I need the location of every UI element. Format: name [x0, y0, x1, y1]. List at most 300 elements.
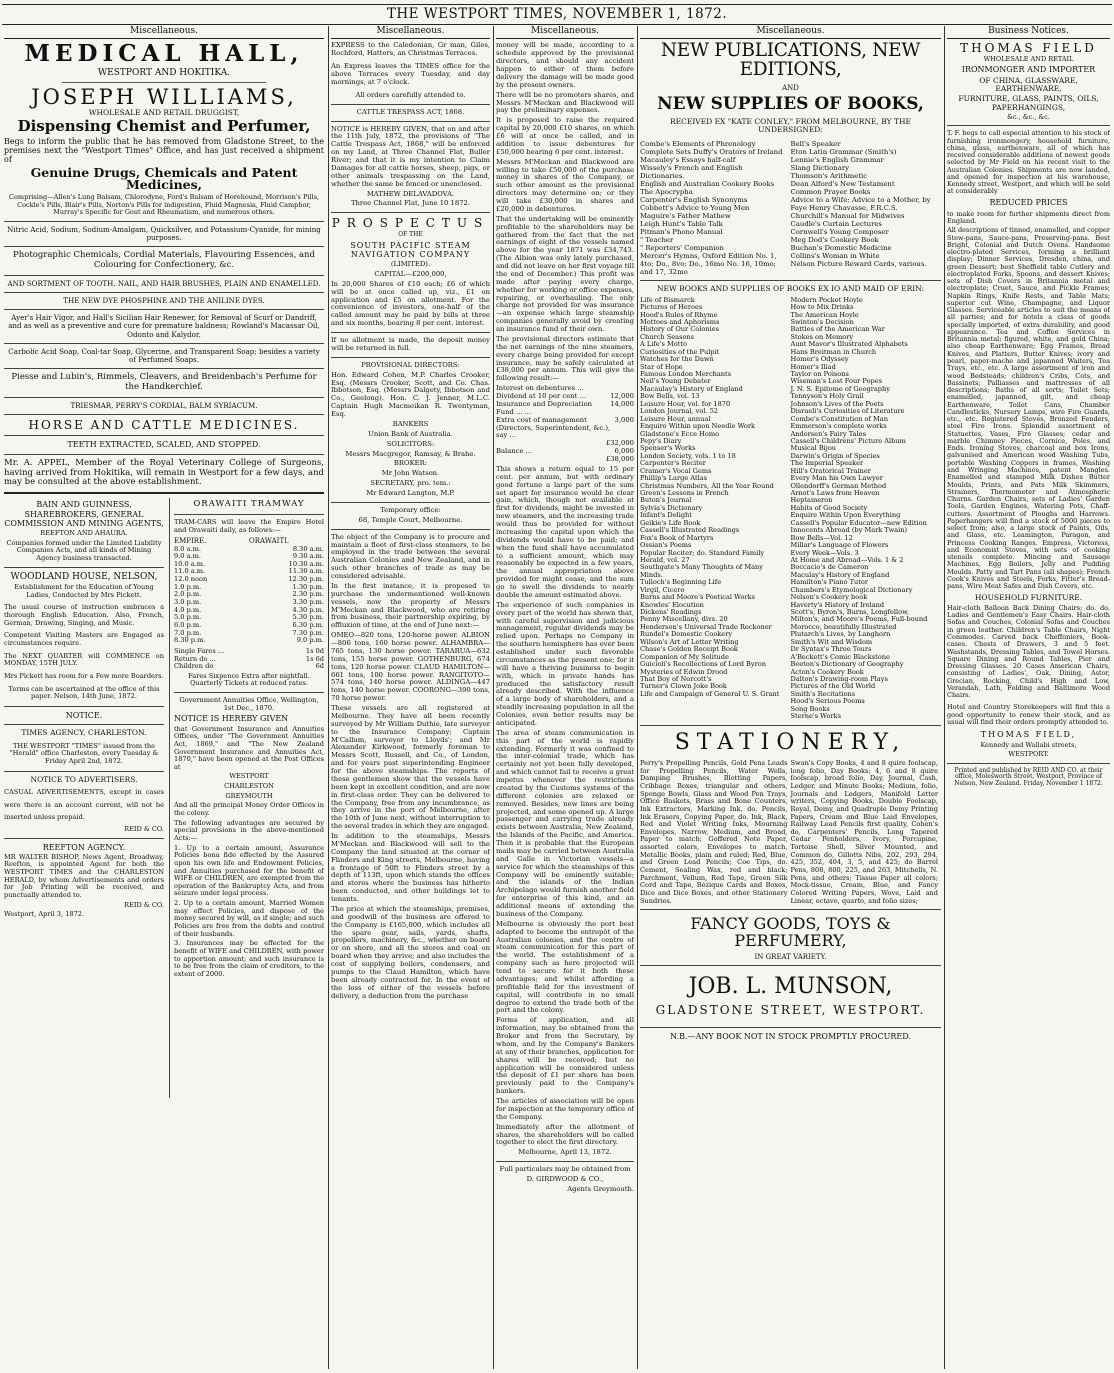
book-title: Musical Bijou	[790, 444, 837, 453]
wholesale-text: WHOLESALE AND RETAIL	[983, 55, 1074, 64]
timetable-row-cell: 12.30 p.m.	[288, 575, 324, 584]
imprint: Printed and published by REID AND CO. at their office, Molesworth Street, Westport, Province of Nelson, New Zealand. Friday, November 1 1872.	[954, 766, 1103, 788]
book-title: The Apocrypha	[640, 187, 693, 196]
book-title: Famous London Merchants	[640, 370, 732, 379]
divider	[640, 909, 941, 910]
timetable-row-cell: 9.0 a.m.	[174, 552, 201, 561]
timetable-row-cell: 10.30 a.m.	[288, 559, 324, 568]
book-title: Dean Alford's New Testament	[790, 179, 895, 188]
forms-text: Forms of application, and all information, may be obtained from the Broker and from the Secretary, by whom, and by the Company's Bankers at any of their branches, application for shares will be received; but no application will be considered unless the deposit of £1 per share has been previously paid to the Company's bankers.	[496, 1016, 634, 1096]
notice-heading: NOTICE.	[65, 710, 103, 720]
book-title: Common Prayer Books	[790, 187, 871, 196]
book-title: Nelson's Cookery book	[790, 593, 868, 602]
gov-place: WESTPORT	[229, 772, 269, 781]
directors: Hon. Edward Cohen, M.P. Charles Crooker, Esq. (Messrs Crooker, Scott, and Co. Chas. Ibbotson, Esq. (Messrs Dalgety, Ibbotson and Co., Geelong). Hon. C. J. Jenner, M.L.C. Captain Hugh Macmeikan R. Twentyman, Esq.	[331, 370, 490, 419]
gov-text-2: And all the principal Money Order Offices in the colony.	[174, 801, 324, 818]
broker: Mr John Watson.	[381, 469, 440, 478]
bain-heading: BAIN AND GUINNESS, SHAREBROKERS, GENERAL COMMISSION AND MINING AGENTS,	[4, 500, 164, 528]
secretary: Mr Edward Langton, M.P.	[366, 489, 455, 498]
solicitors-heading: SOLICITORS:	[386, 439, 435, 448]
remunerative-text: That the undertaking will be eminently profitable to the shareholders may be gathered from the fact that the net earnings of eight of the vessels named above for the year 1871 was £34,743. (The Albion was only lately purchased, and did not leave on her first voyage till the end of December.) This profit was made after paying every charge, whether for working or office expenses, repairing, or overhauling. The only charge not provided for was insurance—an expense which large steamship companies generally avoid by creating an insurance fund of their own.	[496, 214, 634, 334]
book-title: Habits of Good Society	[790, 503, 868, 512]
book-title: Carpenter's English Synonyms	[640, 195, 748, 204]
book-title: Andersen's Fairy Tales	[790, 429, 866, 438]
financial-row-cell: 14,000	[610, 399, 634, 408]
munson-name: JOB. L. MUNSON,	[688, 973, 893, 999]
express-text-3: All orders carefully attended to.	[355, 90, 466, 99]
promoters-text: There will be no promoters shares, and Messrs M'Meckan and Blackwood will pay the preliminary expenses.	[496, 90, 634, 115]
book-title: Companion of My Solitude	[640, 652, 729, 661]
book-title: Ollendorff's German Method	[790, 481, 887, 490]
top-rule	[2, 4, 1112, 5]
book-title: Scott's, Byron's, Burns, Longfellow, Milton's, and Moore's Poems, Full-bound Morocco, beautifully Illustrated	[790, 608, 928, 631]
agent-name: D. GIRDWOOD & CO.,	[526, 1175, 604, 1184]
book-title: Southgate's Many Thoughts of Many Minds.	[640, 563, 763, 579]
book-title: Cassell's Illustrated Readings	[640, 526, 740, 535]
book-title: Spenser's Works	[640, 444, 696, 453]
willing-text: Messrs M'Meckan and Blackwood are willing to take £50,000 of the purchase money in shares of the Company, or such other amount as the provisional directors may determine on; or they will take £30,000 in shares and £20,000 in debentures.	[496, 157, 634, 213]
secretary-heading: SECRETARY, pro. tem.:	[370, 479, 451, 488]
gov-item-2: 2. Up to a certain amount, Married Women may effect Policies, and dispose of the money secured by will, as if single; and such Policies are free from the debts and control of their husbands.	[174, 899, 324, 938]
column-2	[331, 26, 490, 1369]
divider	[4, 492, 324, 494]
divider	[331, 357, 490, 358]
particulars-text: Full particulars may be obtained from	[499, 1165, 631, 1174]
book-title: Enquire Within upon Needle Work	[640, 422, 756, 431]
divider	[640, 280, 941, 281]
articles-text: The articles of association will be open for inspection at the temporary office of the Company.	[496, 1097, 634, 1121]
timetable-row-cell: 9.0 p.m.	[296, 636, 324, 645]
express-text-2: An Express leaves the TIMES office for the above Terraces every Tuesday, and day mornings, at 7 o'clock.	[331, 62, 490, 86]
book-title: Cassell's Popular Educator—new Edition	[790, 518, 927, 527]
divider	[331, 529, 490, 530]
subcolumn-divider	[169, 498, 170, 1098]
timetable-row-cell: 7.0 p.m.	[174, 628, 202, 637]
book-list-1-right	[791, 140, 942, 276]
book-title: Stokes on Memory	[790, 332, 854, 341]
divider	[62, 82, 267, 83]
column-divider	[944, 26, 945, 1369]
book-title: Meg Dod's Cookery Book	[790, 235, 879, 244]
furniture-list: Hair-cloth Balloon Back Dining Chairs; do. do. Ladies and Gentlemen's Easy Chairs. Hair-cloth Sofas and Couches, Colonial Sofas and Couches in green leather. Children's Table Chairs, Night Commodes. Carved back Cheffoniers, Book-cases. Chests of Drawers, 3 and 5 feet. Washstands, Dressing Tables, and Towel Horses. Square Dining and Round Tables, Pier and Dressing Glasses. 20 Cases American Chairs, consisting of Ladies', Oak, Dining, Astor, Grecian, Rocking, Child's High and Low, Verandah, Lath, Folding and Baltimore Wood Chairs.	[947, 603, 1110, 700]
book-title: Combe's Constitution of Man	[790, 414, 888, 423]
tooth-text: AND SORTMENT OF TOOTH, NAIL, AND HAIR BRUSHES, PLAIN AND ENAMELLED.	[7, 278, 321, 288]
book-title: Bell's Speaker	[790, 139, 841, 148]
financial-row-cell: £38,000	[605, 455, 634, 464]
received-text: RECEIVED EX "KATE CONLEY," FROM MELBOURNE, BY THE UNDERSIGNED:	[669, 116, 911, 135]
advertisers-heading: NOTICE TO ADVERTISERS.	[30, 774, 138, 784]
column-header: Miscellaneous.	[496, 26, 634, 39]
divider	[4, 309, 324, 310]
genuine-drugs-heading: Genuine Drugs, Chemicals and Patent Medicines,	[30, 164, 298, 193]
book-title: Wilson's Art of Letter Writing	[640, 637, 739, 646]
divider	[174, 514, 324, 515]
book-title: Aunt Mavor's Illustrated Alphabets	[790, 340, 908, 349]
book-list-2-left	[640, 297, 791, 721]
cattle-text: NOTICE is HEREBY GIVEN, that on and after the 11th July, 1872, the provisions of "The Cattle Trespass Act, 1868," will be enforced on my Land, at Three Channel Flat, Buller River; and that it is my intention to Claim Damages for all cattle horses, sheep, pigs, or other animals trespassing on the Land, whether the same be fenced or unenclosed.	[331, 124, 490, 188]
column-header: Miscellaneous.	[640, 26, 941, 39]
divider	[4, 292, 324, 293]
reefton-date: Westport, April 3, 1872.	[4, 910, 85, 919]
china-text: OF CHINA, GLASSWARE, EARTHENWARE,	[979, 75, 1078, 93]
book-list-2	[640, 297, 941, 721]
fancy-goods-heading: FANCY GOODS, TOYS & PERFUMERY,	[690, 914, 891, 950]
ironmonger-text: IRONMONGER AND IMPORTER	[961, 64, 1096, 74]
gov-notice: NOTICE IS HEREBY GIVEN	[174, 714, 289, 724]
book-title: Infant's Delight	[640, 511, 692, 520]
fare-row-cell: 1s 0d	[305, 646, 324, 655]
timetable-row-cell: 10.0 a.m.	[174, 559, 206, 568]
book-title: Virgil, Cicero	[640, 585, 685, 594]
book-title: Homer's Iliad	[790, 362, 836, 371]
debentures-text: It is proposed to raise the required capital by 20,000 £10 shares, on which £6 will at once be called, and in addition to issue debentures for £50,000 bearing 6 per cent. interest.	[496, 116, 634, 156]
gov-places	[174, 773, 324, 800]
book-title: Knowles' Elocution	[640, 600, 704, 609]
column-header: Miscellaneous.	[331, 26, 490, 39]
column-1	[4, 26, 324, 1369]
gov-item-3: 3. Insurances may be effected for the benefit of WIFE and CHILDREN, with power to apportion amount; and such insurance is to be free from the claim of creditors, to the extent of 2000.	[174, 939, 324, 978]
book-title: Rundel's Domestic Cookery	[640, 630, 733, 639]
book-title: Cassell's Childrens' Picture Album	[790, 436, 906, 445]
column-divider	[637, 26, 638, 1369]
book-title: Dr Syntax's Three Tours	[790, 645, 872, 654]
financial-row	[496, 456, 634, 464]
timetable-row-cell: 11.0 a.m.	[174, 567, 206, 576]
book-title: Cornwell's Young Composer	[790, 227, 889, 236]
photo-text: Photographic Chemicals, Cordial Materials, Flavouring Essences, and Colouring for Confectionery, &c.	[13, 250, 315, 270]
book-title: Hood's Serious Poems	[790, 697, 865, 706]
book-title: Collins's Woman in White	[790, 251, 880, 260]
divider	[640, 1027, 941, 1028]
shares-text: In 20,000 Shares of £10 each; £6 of which will be at once called up, viz., £1 on application and £5 on allotment. For the convenience of investors, one-half of the called amount may be paid by bills at three and six months, bearing 8 per cent. interest.	[331, 279, 490, 328]
book-title: Advice to a Wife; Advice to a Mother, by Faye Henry Chavasse, F.R.C.S.	[790, 195, 931, 212]
book-title: Beeton's Dictionary of Geography	[790, 660, 904, 669]
cattle-signature: MATHEW DELAVADOVA.	[366, 189, 455, 198]
book-title: Nelson Picture Reward Cards, various.	[790, 259, 927, 268]
book-title: J. N. S. Epitome of Geography	[790, 384, 890, 393]
book-title: Hans Breitman in Church	[790, 347, 877, 356]
price-text: The price at which the steamships, premises, and goodwill of the business are offered to the Company is £165,000, which includes all the spare gear, sails, yards, shafts, propellers, machinery, &c., whether on board or on shore, and all the stores and coal on board when they arrive; and also includes the cost of supplying boilers, condensers, and pumps to the Claud Hamilton, which have been already contracted for. In the event of the loss of either of the vessels before delivery, a deduction from the purchase	[331, 904, 490, 1000]
book-title: Chase's Golden Receipt Book	[640, 645, 738, 654]
book-title: English and Australian Cookery Books	[640, 179, 775, 188]
timetable-row-cell: 2.0 p.m.	[174, 590, 202, 599]
book-title: Boccacio's de Cameron	[790, 563, 869, 572]
timetable	[174, 546, 324, 645]
book-title: Taylor on Poisons	[790, 370, 849, 379]
etc-text: &c., &c., &c.	[1007, 113, 1050, 122]
timetable-row-cell: 6.0 p.m.	[174, 620, 202, 629]
book-title: Cramer's Vocal Gems	[640, 466, 712, 475]
divider	[4, 343, 324, 344]
book-title: Neil's Young Debater	[640, 377, 711, 386]
book-title: Guicioli's Recollections of Lord Byron	[640, 660, 766, 669]
book-title: Phillip's Large Atlas	[640, 474, 708, 483]
bankers: Union Bank of Australia.	[368, 429, 453, 438]
divider	[331, 332, 490, 333]
new-publications-heading: NEW PUBLICATIONS, NEW EDITIONS,	[660, 40, 921, 81]
book-title: Ossian's Poems	[640, 541, 692, 550]
divider	[947, 125, 1110, 126]
timetable-row-cell: 1.30 p.m.	[292, 582, 324, 591]
divider	[331, 212, 490, 213]
book-title: History of Our Colonies	[640, 325, 719, 334]
woodland-heading: WOODLAND HOUSE, NELSON,	[10, 571, 158, 582]
book-title: Leigh Hunt's Table Talk	[640, 219, 723, 228]
reefton-signature: REID & CO.	[124, 900, 164, 909]
gov-place: GREYMOUTH	[225, 791, 273, 800]
book-title: Modern Pocket Hoyle	[790, 295, 863, 304]
book-title: Plutarch's Lives, by Langhorn	[790, 630, 891, 639]
book-title: Buchan's Domestic Medicine	[790, 243, 892, 252]
timetable-row-cell: 6.30 p.m.	[292, 620, 324, 629]
book-title: Curiosities of the Pulpit	[640, 347, 720, 356]
book-title: Watches for the Dawn	[640, 355, 714, 364]
book-title: Battles of the American War	[790, 325, 885, 334]
book-title: The Imperial Speaker	[790, 459, 864, 468]
carbolic-text: Carbolic Acid Soap, Coal-tar Soap, Glycerine, and Transparent Soap; besides a variety of Perfumed Soaps.	[8, 346, 320, 365]
divider	[4, 771, 164, 772]
financial-row	[496, 401, 634, 417]
fares-text: Fares Sixpence Extra after nightfall. Quarterly Tickets at reduced rates.	[188, 671, 310, 688]
field-town: WESTPORT.	[1008, 750, 1049, 759]
column-header: Business Notices.	[947, 26, 1110, 39]
make-room: to make room for further shipments direct from England.	[947, 209, 1110, 225]
area-text: The area of steam communication in this part of the world is rapidly extending. Formerly it was confined to the inter-colonial trade, which has certainly not yet been fully developed, and which cannot fail to receive a great impetus whenever the restrictions created by the Customs systems of the different colonies are relaxed or removed. Besides, new lines are being projected, and some opened up. A large passenger and carrying trade already exists between Australia, New Zealand, the Islands of the Pacific, and America. Then it is probable that the European mails may be carried between Australia and Galle in Victorian vessels—a service for which the steamships of this Company will be eminently suitable; and the islands of the Indian Archipelago would furnish another field for enterprise of this kind, and an additional means of extending the business of the Company.	[496, 728, 634, 918]
column-4	[640, 26, 941, 1369]
book-title: Arnot's Laws from Heaven	[790, 489, 880, 498]
financial-row-cell: Interest on debentures ...	[496, 384, 584, 393]
timetable-row-cell: 8.0 a.m.	[174, 544, 201, 553]
timetable-row-cell: 1.0 p.m.	[174, 582, 202, 591]
book-title: Churchill's Manual for Midwives	[790, 211, 905, 220]
terms-text: Terms can be ascertained at the office of this paper. Nelson, 14th June, 1872.	[8, 684, 160, 701]
book-title: Penny Miscellany, divs. 20	[640, 615, 728, 624]
timetable-col-orawaiti: ORAWAITI.	[249, 537, 290, 546]
column-header: Miscellaneous.	[4, 26, 324, 39]
express-text: EXPRESS to the Caledonian, Gr man, Giles, Rochford, Hatters, an Christmas Terraces.	[331, 41, 490, 58]
gov-heading: Government Annuities Office, Wellington, 1st Dec., 1870.	[179, 696, 319, 712]
financial-row-cell: Extra cost of management (Directors, Superintendent, &c.), say ...	[496, 415, 611, 440]
fare-row	[174, 663, 324, 671]
book-title: Disraeli's Curiosities of Literature	[790, 407, 905, 416]
triesmar-text: TRIESMAR, PERRY'S CORDIAL, BALM SYRIACUM.	[70, 401, 258, 411]
dye-text: THE NEW DYE PHOSPHINE AND THE ANILINE DYES.	[63, 295, 265, 305]
fare-row-cell: Children do	[174, 662, 214, 671]
book-title: Sterne's Works	[790, 712, 841, 721]
timetable-row-cell: 3.0 p.m.	[174, 598, 202, 607]
timetable-col-empire: EMPIRE.	[174, 537, 207, 546]
book-title: Eton Latin Grammar (Smith's)	[790, 147, 897, 156]
return-text: This shows a return equal to 15 per cent. per annum, but with ordinary good fortune a large part of the sum set apart for insurance would be clear gain, which, though not available at first for dividends, might be invested in new steamers, and the increasing trade would thus be provided for without increasing the capital upon which the dividends would have to be paid; and when the fund shall have accumulated to a sufficient amount, which may reasonably be expected in a few years, the annual appropriation above provided for might cease, and the sum go to swell the dividends to nearly double the amount estimated above.	[496, 464, 634, 599]
appel-text: Mr. A. APPEL, Member of the Royal Veterinary College of Surgeons, having arrived from Hokitika, will remain in Westport for a few days, and may be consulted at the above establishment.	[4, 457, 324, 488]
immediately-text: Immediately after the allotment of shares, the shareholders will be called together to elect the first directory.	[496, 1122, 634, 1147]
book-title: Maguire's Father Mathew	[640, 211, 731, 220]
divider	[947, 763, 1110, 764]
book-title: Fox's Book of Martyrs	[640, 533, 714, 542]
divider	[331, 121, 490, 122]
timetable-row-cell: 12.0 noon	[174, 575, 208, 584]
book-title: How to Mix Drinks	[790, 303, 854, 312]
intro-text: Begs to inform the public that he has removed from Gladstone Street, to the premises next the "Westport Times" Office, and has just received a shipment of	[4, 136, 324, 165]
book-title: Geikie's Life Book	[640, 518, 701, 527]
book-title: Burns and Moore's Poetical Works	[640, 593, 755, 602]
divider	[331, 502, 490, 503]
hotel-text: Hotel and Country Storekeepers will find this a good opportunity to renew their stock, and as usual will find their orders promptly attended to.	[947, 703, 1110, 726]
advertisers-text: CASUAL ADVERTISEMENTS, except in cases were there is an account current, will not be inserted unless prepaid.	[4, 788, 164, 822]
variety-text: IN GREAT VARIETY.	[754, 952, 827, 961]
timetable-row-cell: 5.30 p.m.	[292, 613, 324, 622]
fare-row-cell: Single Fares ...	[174, 646, 225, 655]
book-title: A Life's Motto	[640, 340, 687, 349]
divider	[331, 104, 490, 105]
book-title: Pictures of the Old World	[790, 682, 876, 691]
book-title: Maculay's History of England	[790, 570, 890, 579]
reefton-text: MR WALTER BISHOP, News Agent, Broadway, Reefton, is appointed Agent for both the WESTPORT TIMES and the CHARLESTON HERALD, by whom Advertisements and orders for Job Printing will be received, and punctually attended to.	[4, 852, 164, 900]
financial-row-cell: 6,000	[614, 447, 634, 456]
cattle-heading: CATTLE TRESPASS ACT, 1868.	[356, 107, 465, 116]
book-title: Darwin's Origin of Species	[790, 451, 880, 460]
book-title: Star of Hope	[640, 362, 683, 371]
broker-heading: BROKER:	[393, 459, 428, 468]
divider	[4, 397, 324, 398]
nitric-text: Nitric Acid, Sodium, Sodium-Amalgam, Quicksilver, and Potassium-Cyanide, for mining purposes.	[7, 224, 321, 242]
financial-row-cell: £32,000	[605, 439, 634, 448]
book-title: Dalton's Drawing-room Plays	[790, 674, 888, 683]
book-title: Wissely's French and English Dictionaries.	[640, 163, 743, 180]
book-title: Combe's Elements of Phrenology	[640, 139, 756, 148]
masthead: THE WESTPORT TIMES, NOVEMBER 1, 1872.	[386, 6, 728, 22]
financial-row-cell: Dividend at 10 per cent ...	[496, 392, 587, 401]
advertisers-signature: REID & CO.	[124, 824, 164, 833]
fare-row-cell: 1s 6d	[305, 654, 324, 663]
book-list-1-left	[640, 140, 791, 276]
book-title: Innocents Abroad (by Mark Twain)	[790, 526, 908, 535]
goods-list: All descriptions of tinned, enamelled, and copper Stew-pans, Sauce-pans, Preserving-pans. Best Bright, Colonial and Dutch Ovens. Handsome electro-plated Services, forming a brilliant display; Dinner Services, Dresden, china, and green Dessert; best Sheffield table Cutlery and electroplated Forks, Spoons, and dessert Knives; sets of Dish Covers in Britannia metal and electroplate; Cruet, Sauce, and Pickle Frames; Napkin Rings, Knife Rests, and Table Mats; superior cut Wine, Champagne, and Liquor Glasses. Serviceable articles to suit the means of all parties; and for hotels a class of goods specially imported, of extra durability, and good appearance. Tea and Coffee Services in Britannia metal; figured, white, and gold China; also cheap Earthenware; Egg Frames, Bread Knives, and Platters, Butter Knives; ivory and pearl, paper-mache and japanned Waiters, Tea Trays, etc., etc. A large assortment of iron and wood Bedsteads; children's Cribs, Cots, and Bassinets; Palliasses and mattresses of all descriptions; Baths of all sorts; Toilet Sets; enamelled, japanned, gilt, and cheap Earthenware, Toilet Cans, Chamber Candlesticks, Nursery Lamps, wire Fire Guards, etc., etc. Registered Stoves, Bronzed Fenders, steel Fire Irons. Splendid assortment of Statuettes, Vases, Fire Glasses; cedar and marble Chimney Pieces, Cornice, Poles, and Ends. Ironing Stoves, charcoal and box Irons, galvanised and American wood Washing Tubs, portable Washing Coppers in frames, Washing and Wringing Machines, patent Mangles. Enamelled and stamped Milk Dishes Butter Moulds, Prints, and Pats Milk Skimmers, Strainers, Thermometer and Atmospheric Churns. Garden Chairs, sets of Ladies' Garden Tools, Garden Engines, Watering Pots, Chaff-cutters. Assortment of Ploughs and Harrows. Paperhangers will find a stock of 5000 pieces to select from; also, a large stock of Paints, Oils, and Glass, etc. Leamington, Paragon, and Princess Cooking Ranges. Empress, Victoress, and Economist Stoves, with sets of cooking utensils complete. Mincing and Sausage Machines, Egg Boilers, Jelly and Pudding Moulds. Patty and Tart Pans (all shapes); French Cook's Knives and Steels, Forks, Fitter's Bread-pans, Wire Meat Safes and Dish Covers, etc.	[947, 226, 1110, 591]
stationery-left: Perry's Propelling Pencils, Gold Pens Leads for Propelling Pencils, Water Wells, Damping Brushes, Blotting Papers, Cribbage Boxes, triangular and others, Sponge Bowls, Glass and Wood Pen Trays, Office Baskets, Brass and Bone Counters, Ink Extractors, Marking Ink, do. Pencils, Ink Erasers, Copying Paper, do. Ink, Black, Red and Violet Writing Inks, Mourning Envelopes, Narrow, Medium, and Broad, Paper to match; Goffered Note Paper, assorted colors, Envelopes to match, Metallic Books, plain and ruled; Red, Blue, and Green Lead Pencils; Coe Tips, do. Cement, Sealing Wax, red and black; Parchment, Vellum, Red Tape, Green Silk Cord and Tape, Bézique Cards and Boxes, Dice and Dice Boxes, and other Stationery Sundries.	[640, 759, 788, 905]
book-list-1	[640, 140, 941, 276]
masthead-rule	[2, 24, 1112, 25]
divider	[4, 221, 324, 222]
book-title: Bow Bells, vol. 13	[640, 392, 700, 401]
gov-text: that Government Insurance and Annuities Offices, under "The Government Annuities Act, 1869," and "The New Zealand Government Insurance and Annuities Act, 1870," have been opened at the Post Offices at	[174, 724, 324, 771]
book-title: Homer's Odyssey	[790, 355, 849, 364]
tramway-heading: ORAWAITI TRAMWAY	[193, 499, 305, 510]
book-title: Haverty's History of Ireland	[790, 600, 885, 609]
teeth-text: TEETH EXTRACTED, SCALED, AND STOPPED.	[67, 440, 261, 450]
financial-row-cell: Insurance and Depreciation Fund ... ...	[496, 399, 593, 416]
book-title: Smith's Wit and Wisdom	[790, 637, 873, 646]
book-title: Sylvia's Dictionary	[640, 503, 703, 512]
timetable-row-cell: 2.30 p.m.	[292, 590, 324, 599]
book-title: Every Week—Vols. 3	[790, 548, 859, 557]
and-text: AND	[782, 84, 799, 93]
divider	[496, 1161, 634, 1162]
prospectus-heading: PROSPECTUS	[331, 216, 490, 231]
bankers-heading: BANKERS	[392, 419, 429, 428]
agency-heading: TIMES AGENCY, CHARLESTON.	[21, 728, 147, 738]
book-title: Mottoes and Aphorisms	[640, 317, 720, 326]
book-title: Song Books	[790, 704, 830, 713]
company-limited: (LIMITED).	[390, 260, 431, 269]
stationery-list	[640, 760, 941, 905]
book-title: Popular Reciter; do. Standard Family Herald, vol. 27	[640, 548, 765, 564]
timetable-row-cell: 9.30 a.m.	[292, 552, 324, 561]
book-title: Life and Campaign of General U. S. Grant	[640, 689, 780, 698]
book-title: Johnson's Lives of the Poets	[790, 399, 884, 408]
timetable-row-cell: 3.30 p.m.	[292, 598, 324, 607]
tramway-text: TRAM-CARS will leave the Empire Hotel and Orawaiti daily, as follows:—	[174, 518, 324, 534]
col1-right	[174, 498, 324, 980]
col1-left	[4, 498, 164, 921]
financial-row-cell: 12,000	[610, 392, 634, 401]
book-title: Macaulay's History of England	[640, 384, 743, 393]
book-title: Emmerson's complete works	[790, 422, 887, 431]
book-title: A'Beckett's Comic Blackstone	[790, 652, 890, 661]
timetable-row-cell: 8.30 a.m.	[292, 544, 324, 553]
object-text: The object of the Company is to procure and maintain a fleet of first-class steamers, to be employed in the trade between the several Australian Colonies and New Zealand, and in such other branches of trade as may be considered advisable.	[331, 532, 490, 581]
horse-heading: HORSE AND CATTLE MEDICINES.	[28, 418, 300, 433]
woodland-sub: Establishment for the Education of Young Ladies, Conducted by Mrs Pickett.	[14, 583, 154, 599]
fares-table	[174, 648, 324, 671]
stationery-right: Swan's Copy Books, 4 and 8 quire foolscap, long folio, Day Books; 4, 6 and 8 quire foolscap, broad folio, Day, Journal, Cash, Ledger, and Minute Books; Medium, folio, Journals and Ledgers, Manifold Letter writers, Copying Books, Double Foolscap, Royal, Demy, and Quadruple Demy Printing Papers, Cream and Blue Laid Envelopes, Railway Lead Pencils first quality, Cohen's do, Carpenters' Pencils, Long Tapered Cedar Penholders, Ivory, Porcupine, Tortoise Shell, Silver Mounted, and Common do, Gillotts Nibs, 202, 293, 294, 425, 352, 404, 3, 5, and 425; do Barrel Pens, 808, 800, 225, and 263, Mitchells, N. Pens, and others; Tissue Paper all colors; Mock-tissue, Cream, Blue, and Fancy Colored Writing Papers, Wove, Laid and Linear, octavo, quarto, and folio sizes;	[790, 759, 938, 905]
column-divider	[493, 26, 494, 1369]
book-title: Hill's Oratorical Trainer	[790, 466, 871, 475]
agency-text: THE WESTPORT "TIMES" issued from the "Herald" office Charleston, every Tuesday & Friday April 2nd, 1872.	[9, 741, 159, 766]
book-title: Turner's Clown Joke Book	[640, 682, 727, 691]
field-address: Kennedy and Wallabi streets,	[980, 741, 1077, 750]
book-title: Henderson's Universal Trade Reckoner	[640, 622, 772, 631]
book-title: Smith's Recitations	[790, 689, 856, 698]
book-title: Pitman's Phono Manual	[640, 227, 723, 236]
book-list-2-right	[791, 297, 942, 721]
vessels-text: OMEO—820 tons, 120-horse power. ALBION—806 tons, 160 horse power. ALHAMBRA—765 tons, 130 horse power. TARARUA—632 tons, 155 horse power. GOTHENBURG, 674 tons, 120 horse power. CLAUD HAMILTON—661 tons, 100 horse power. RANGITOTO—574 tons, 140 horse power. ALDINGA—447 tons, 140 horse power. COORONG—390 tons, 70 horse power.	[331, 631, 490, 703]
fare-row-cell: Return do ...	[174, 654, 216, 663]
book-title: Swinton's Decision	[790, 317, 854, 326]
book-title: Mercer's Hymns, Oxford Edition No. 1, 4to; Do., 8vo; Do., 16mo No. 16, 10mo; and 17, 32mo	[640, 251, 777, 276]
book-title: Tulloch's Beginning Life	[640, 578, 722, 587]
boarders-text: Mrs Pickett has room for a Few more Boarders.	[4, 671, 164, 680]
bain-location: REEFTON AND AHAURA.	[40, 529, 128, 538]
divider	[640, 725, 941, 726]
household-heading: HOUSEHOLD FURNITURE.	[974, 592, 1083, 602]
book-title: Wiseman's Lost Four Popes	[790, 377, 883, 386]
financial-table	[496, 385, 634, 464]
capital: CAPITAL—£200,000,	[374, 269, 447, 278]
divider	[4, 838, 164, 839]
book-title: London Journal, vol. 52	[640, 407, 719, 416]
timetable-row-cell: 5.0 p.m.	[174, 613, 202, 622]
book-title: Buton's Journal	[640, 496, 692, 505]
lower-split	[4, 498, 324, 1098]
divider	[4, 275, 324, 276]
timetable-row-cell: 4.0 p.m.	[174, 605, 202, 614]
reefton-heading: REEFTON AGENCY.	[42, 842, 126, 852]
divider	[640, 965, 941, 966]
financial-row-cell: Balance ...	[496, 447, 533, 456]
melbourne-text: Melbourne is obviously the port best adapted to become the entrepôt of the Australian colonies, and the centre of steam communication for this part of the world. The establishment of a company such as here projected will tend to secure for it both these advantages; and whilst affording a profitable field for the investment of capital, will contribute in no small degree to extend the trade both of the port and the colony.	[496, 919, 634, 1015]
timetable-row-cell: 4.30 p.m.	[292, 605, 324, 614]
quarter-text: The NEXT QUARTER will COMMENCE on MONDAY, 15TH JULY.	[4, 651, 164, 668]
divider	[4, 368, 324, 369]
piesse-text: Piesse and Lubin's, Rimmels, Cleavers, and Breidenbach's Perfume for the Handkerchief.	[11, 372, 317, 393]
book-title: Carpenter's Reciter	[640, 459, 706, 468]
new-supplies-heading: NEW SUPPLIES OF BOOKS,	[657, 94, 924, 115]
location: WESTPORT AND HOKITIKA.	[97, 67, 231, 78]
book-title: Lennie's English Grammar	[790, 155, 884, 164]
book-title: Pictures of Heroes	[640, 303, 703, 312]
divider	[4, 454, 324, 455]
timetable-row-cell: 8.30 p.m.	[174, 636, 206, 645]
